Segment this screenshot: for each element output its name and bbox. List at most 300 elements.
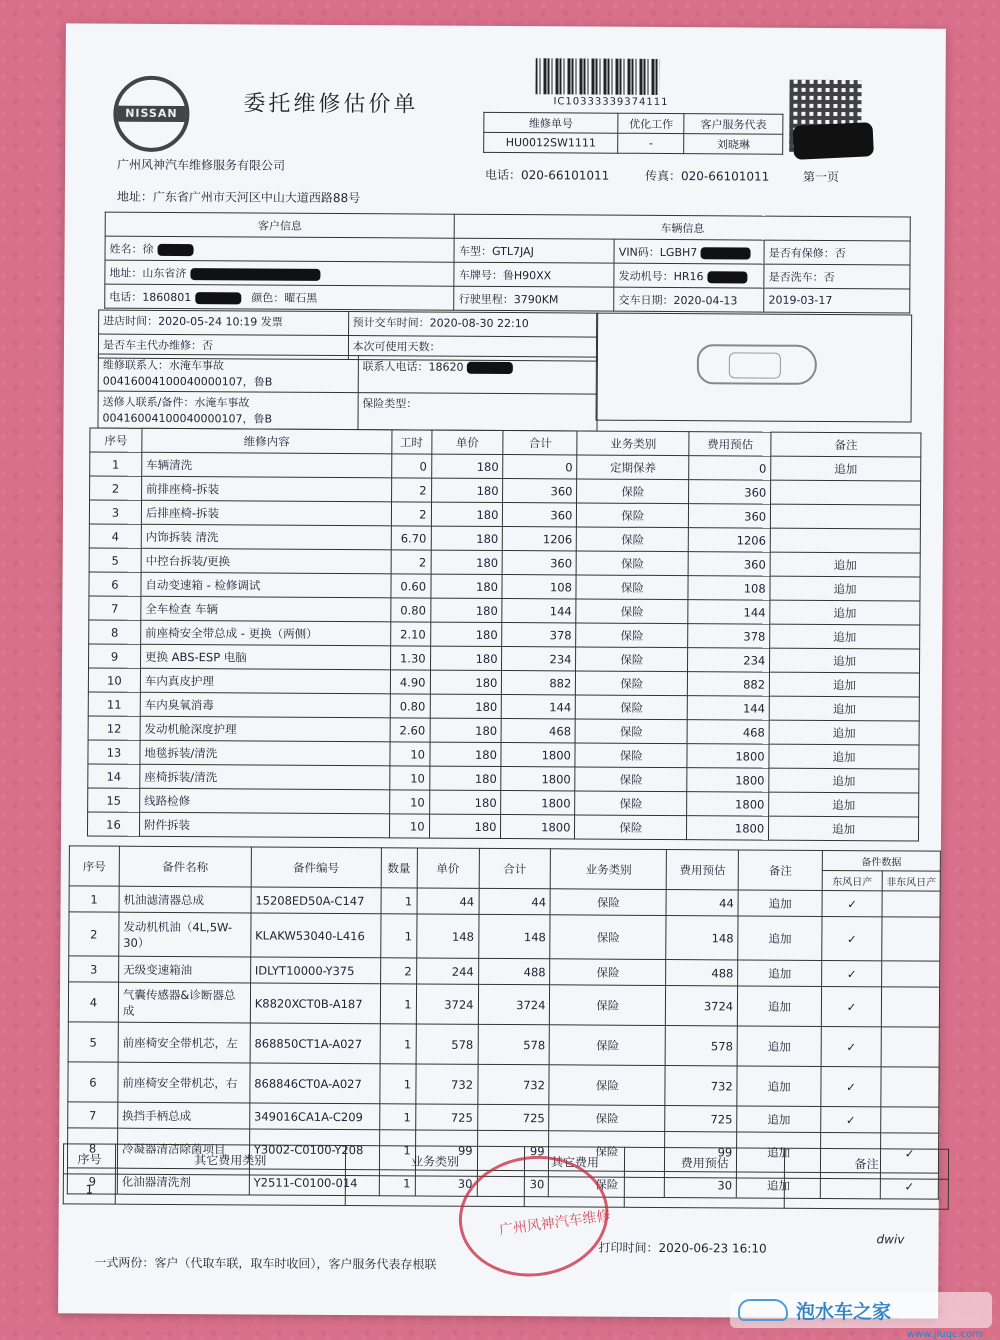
arrival-time-cell <box>99 310 349 336</box>
part-type: 保险 <box>550 915 666 960</box>
labor-item: 线路检修 <box>140 788 390 814</box>
page-number: 第一页 <box>803 168 839 185</box>
color-value: 曜石黑 <box>284 291 317 304</box>
part-dfn: ✓ <box>821 1026 881 1066</box>
seal-text: 广州风神汽车维修 <box>498 1205 612 1240</box>
table-row <box>68 982 939 1027</box>
labor-total: 1800 <box>501 742 575 766</box>
parts-header: 业务类别 <box>551 849 667 890</box>
labor-no: 7 <box>89 596 141 620</box>
labor-header: 合计 <box>503 431 577 455</box>
labor-header: 费用预估 <box>689 432 771 456</box>
customer-section-title: 客户信息 <box>105 212 455 238</box>
arrival-suffix: 发票 <box>261 316 283 329</box>
redaction-mark <box>157 243 193 255</box>
part-qty: 1 <box>380 1064 416 1104</box>
other-row-number: 1 <box>63 1174 115 1204</box>
parts-header: 备件编号 <box>251 847 381 888</box>
customer-phone-value: 1860801 <box>142 290 191 303</box>
labor-note <box>771 504 921 529</box>
labor-total: 1800 <box>501 790 575 814</box>
part-estimate: 44 <box>666 890 738 916</box>
part-price: 148 <box>416 914 478 958</box>
vehicle-section-title: 车辆信息 <box>455 214 911 241</box>
labor-note: 追加 <box>770 672 920 697</box>
part-qty: 2 <box>380 958 416 984</box>
labor-header: 业务类别 <box>577 431 689 456</box>
table-row <box>87 812 918 841</box>
labor-type: 保险 <box>577 479 689 504</box>
date-value: 2019-03-17 <box>768 294 832 307</box>
part-type: 保险 <box>549 1105 665 1132</box>
vehicle-cell <box>614 287 764 312</box>
document-title: 委托维修估价单 <box>243 86 418 118</box>
vehicle-cell <box>764 240 910 265</box>
labor-item: 地毯拆装/清洗 <box>140 740 390 766</box>
part-name: 无级变速箱油 <box>119 956 251 983</box>
stock-subheader: 东风日产 <box>822 870 882 890</box>
parts-header: 备件名称 <box>119 846 251 887</box>
part-name: 气囊传感器&诊断器总成 <box>118 982 250 1023</box>
labor-price: 180 <box>431 478 503 502</box>
labor-price: 180 <box>429 814 501 838</box>
labor-type: 保险 <box>575 767 687 792</box>
labor-item: 中控台拆装/更换 <box>141 548 391 574</box>
labor-total: 468 <box>502 718 576 742</box>
warranty-label: 是否有保修： <box>769 246 835 259</box>
vehicle-cell <box>454 286 614 311</box>
labor-hours: 0 <box>391 454 431 478</box>
table-row <box>68 1062 939 1107</box>
labor-type: 保险 <box>577 527 689 552</box>
labor-total: 1800 <box>501 766 575 790</box>
part-total: 578 <box>478 1024 550 1064</box>
part-estimate: 99 <box>665 1132 737 1172</box>
part-other <box>881 1027 939 1067</box>
labor-total: 1800 <box>501 814 575 838</box>
parts-header: 合计 <box>479 848 551 888</box>
labor-no: 8 <box>89 620 141 644</box>
engine-no-value: HR16 <box>674 270 704 283</box>
part-name: 前座椅安全带机芯，右 <box>118 1062 250 1103</box>
labor-estimate: 0 <box>689 456 771 481</box>
part-code: 349016CA1A-C209 <box>249 1103 379 1130</box>
part-code: 15208ED50A-C147 <box>251 887 381 914</box>
labor-hours: 2.10 <box>390 622 430 646</box>
color-label: 颜色： <box>251 291 284 304</box>
part-dfn: ✓ <box>821 1106 881 1132</box>
part-total: 148 <box>478 914 550 958</box>
labor-hours: 0.80 <box>390 694 430 718</box>
labor-price: 180 <box>430 646 502 670</box>
delivery-time-cell <box>348 312 598 338</box>
vin-value: LGBH7 <box>660 245 698 258</box>
company-address: 地址：广东省广州市天河区中山大道西路88号 <box>117 188 360 206</box>
labor-type: 保险 <box>576 671 688 696</box>
company-name: 广州风神汽车维修服务有限公司 <box>117 156 285 174</box>
labor-type: 保险 <box>576 551 688 576</box>
parts-header: 备注 <box>738 850 822 891</box>
company-phone: 电话：020-66101011 <box>485 166 609 184</box>
estimate-sheet <box>58 23 946 1318</box>
labor-note: 追加 <box>769 792 919 817</box>
contact-phone-cell <box>358 356 598 394</box>
part-other <box>882 917 940 961</box>
labor-item: 车内真皮护理 <box>140 668 390 694</box>
labor-header: 备注 <box>771 432 921 457</box>
parts-header: 单价 <box>417 848 479 888</box>
part-total: 3724 <box>478 984 550 1024</box>
labor-price: 180 <box>429 742 501 766</box>
customer-phone-cell <box>105 284 455 310</box>
labor-hours: 1.30 <box>390 646 430 670</box>
labor-hours: 0.80 <box>390 598 430 622</box>
labor-hours: 10 <box>389 790 429 814</box>
vin-label: VIN码： <box>619 245 660 258</box>
part-note: 追加 <box>737 1026 821 1067</box>
labor-hours: 10 <box>389 742 429 766</box>
stock-subheader: 非东风日产 <box>882 871 940 891</box>
mileage-label: 行驶里程： <box>459 292 514 305</box>
repair-contact: 维修联系人：水淹车事故 <box>103 357 354 375</box>
company-fax: 传真：020-66101011 <box>645 167 769 185</box>
car-logo-icon <box>738 1299 788 1321</box>
labor-no: 16 <box>87 812 139 836</box>
order-header-col: 维修单号 <box>484 112 618 133</box>
part-no: 8 <box>67 1128 117 1168</box>
labor-note: 追加 <box>770 552 920 577</box>
other-header: 其它费用 <box>525 1147 625 1178</box>
part-qty: 1 <box>380 984 416 1024</box>
labor-note: 追加 <box>770 576 920 601</box>
labor-total: 360 <box>503 479 577 503</box>
order-header-col: 客户服务代表 <box>684 114 783 135</box>
labor-note: 追加 <box>770 648 920 673</box>
part-code: 868846CT0A-A027 <box>250 1063 380 1104</box>
labor-hours: 4.90 <box>390 670 430 694</box>
vehicle-cell <box>764 264 910 289</box>
print-time: 打印时间：2020-06-23 16:10 <box>598 1239 766 1257</box>
labor-price: 180 <box>431 526 503 550</box>
labor-estimate: 1206 <box>688 528 770 552</box>
contact-table <box>97 354 597 432</box>
contact-phone: 联系人电话：18620 <box>362 360 463 374</box>
vehicle-model-label: 车型： <box>459 244 492 257</box>
labor-header: 单价 <box>431 430 503 454</box>
labor-no: 10 <box>88 668 140 692</box>
vehicle-model-value: GTL7JAJ <box>492 244 534 257</box>
redaction-mark <box>701 247 751 259</box>
other-header: 序号 <box>63 1144 115 1174</box>
send-contact: 送修人联系/备件：水淹车事故 <box>103 394 354 412</box>
part-dfn: ✓ <box>822 890 882 916</box>
redaction-mark <box>195 292 241 304</box>
part-estimate: 148 <box>666 916 738 960</box>
part-estimate: 725 <box>665 1106 737 1132</box>
labor-type: 保险 <box>576 599 688 624</box>
labor-estimate: 468 <box>687 720 769 745</box>
labor-no: 13 <box>88 740 140 764</box>
vehicle-diagram <box>596 313 913 423</box>
agent-repair-cell: 是否车主代办维修：否 <box>98 334 348 360</box>
labor-type: 保险 <box>576 575 688 600</box>
repair-contact-cell <box>98 354 358 393</box>
labor-type: 定期保养 <box>577 455 689 480</box>
nissan-logo <box>113 76 189 152</box>
labor-hours: 2.60 <box>390 718 430 742</box>
part-no: 3 <box>69 956 119 982</box>
labor-no: 2 <box>90 476 142 500</box>
labor-hours: 2 <box>391 550 431 574</box>
labor-note: 追加 <box>769 768 919 793</box>
part-no: 9 <box>67 1168 117 1194</box>
labor-note <box>771 480 921 505</box>
part-dfn: ✓ <box>822 916 882 960</box>
part-qty: 1 <box>381 888 417 914</box>
labor-item: 车辆清洗 <box>142 452 392 478</box>
part-note: 追加 <box>738 986 822 1027</box>
part-other <box>881 987 939 1027</box>
labor-estimate: 1800 <box>687 744 769 768</box>
other-header: 其它费用类别 <box>115 1144 345 1175</box>
part-no: 1 <box>69 886 119 912</box>
part-name: 机油滤清器总成 <box>119 886 251 913</box>
labor-price: 180 <box>430 574 502 598</box>
labor-estimate: 882 <box>688 672 770 696</box>
engine-no-label: 发动机号： <box>619 269 674 282</box>
labor-no: 1 <box>90 452 142 476</box>
part-type: 保险 <box>550 985 666 1026</box>
part-qty: 1 <box>379 1170 415 1196</box>
parts-header: 序号 <box>69 846 119 886</box>
labor-note: 追加 <box>769 816 919 841</box>
labor-hours: 0.60 <box>391 574 431 598</box>
part-name: 冷凝器清洁除菌项目 <box>117 1128 249 1169</box>
labor-item: 车内臭氧消毒 <box>140 692 390 718</box>
customer-name-value: 徐 <box>143 242 154 255</box>
part-note: 追加 <box>738 890 822 917</box>
labor-hours: 6.70 <box>391 526 431 550</box>
labor-item: 前排座椅-拆装 <box>141 476 391 502</box>
barcode-number: IC10333339374111 <box>553 96 668 108</box>
labor-type: 保险 <box>575 719 687 744</box>
parts-header: 费用预估 <box>666 850 738 890</box>
customer-address-cell <box>105 260 455 286</box>
labor-note <box>770 528 920 553</box>
redaction-mark <box>793 122 874 160</box>
part-price: 44 <box>417 888 479 914</box>
table-row <box>68 1022 939 1067</box>
part-qty: 1 <box>380 914 416 958</box>
vehicle-cell <box>614 239 764 264</box>
labor-header: 序号 <box>90 428 142 452</box>
labor-item: 附件拆装 <box>139 812 389 838</box>
part-code: Y2511-C0100-014 <box>249 1169 379 1196</box>
labor-type: 保险 <box>575 791 687 816</box>
part-note: 追加 <box>737 1106 821 1133</box>
repair-contact-number: 00416004100040000107，鲁B <box>103 373 354 391</box>
labor-no: 9 <box>89 644 141 668</box>
labor-total: 234 <box>502 647 576 671</box>
part-note: 追加 <box>738 960 822 987</box>
labor-total: 360 <box>503 503 577 527</box>
labor-no: 3 <box>89 500 141 524</box>
other-header: 备注 <box>785 1148 949 1179</box>
part-name: 发动机机油（4L,5W-30） <box>119 912 251 957</box>
labor-type: 保险 <box>576 695 688 720</box>
labor-item: 发动机舱深度护理 <box>140 716 390 742</box>
vehicle-cell <box>764 288 910 313</box>
optimization-work: - <box>618 133 684 153</box>
part-note: 追加 <box>738 916 822 961</box>
labor-note: 追加 <box>771 456 921 481</box>
labor-note: 追加 <box>769 744 919 769</box>
labor-item: 更换 ABS-ESP 电脑 <box>140 644 390 670</box>
labor-item: 前座椅安全带总成 - 更换（两侧） <box>141 620 391 646</box>
table-cell <box>625 1177 785 1208</box>
labor-total: 378 <box>502 623 576 647</box>
part-total: 725 <box>477 1104 549 1130</box>
labor-item: 座椅拆装/清洗 <box>140 764 390 790</box>
labor-header: 工时 <box>391 430 431 454</box>
watermark <box>730 1292 992 1328</box>
part-no: 7 <box>68 1102 118 1128</box>
part-estimate: 578 <box>665 1026 737 1066</box>
part-price: 578 <box>416 1024 478 1064</box>
table-cell <box>784 1178 948 1209</box>
redaction-mark <box>707 271 747 283</box>
part-price: 99 <box>415 1130 477 1170</box>
part-price: 3724 <box>416 984 478 1024</box>
next-use-cell: 本次可使用天数： <box>348 336 598 362</box>
labor-total: 882 <box>502 670 576 694</box>
redaction-mark <box>467 362 513 374</box>
labor-total: 360 <box>503 551 577 575</box>
labor-total: 1206 <box>503 527 577 551</box>
part-code: K8820XCT0B-A187 <box>250 983 380 1024</box>
labor-estimate: 234 <box>688 648 770 673</box>
labor-type: 保险 <box>575 743 687 768</box>
service-rep: 刘晓琳 <box>684 134 783 155</box>
part-price: 725 <box>415 1104 477 1130</box>
labor-total: 108 <box>502 575 576 599</box>
part-price: 30 <box>415 1170 477 1196</box>
labor-note: 追加 <box>770 624 920 649</box>
labor-item: 自动变速箱 - 检修调试 <box>141 572 391 598</box>
table-cell <box>115 1174 345 1205</box>
part-other <box>881 1067 939 1107</box>
other-header: 业务类别 <box>345 1146 525 1177</box>
labor-type: 保险 <box>576 623 688 648</box>
labor-item: 全车检查 车辆 <box>141 596 391 622</box>
part-dfn: ✓ <box>821 986 881 1026</box>
part-price: 732 <box>415 1064 477 1104</box>
redaction-mark <box>190 268 320 281</box>
labor-price: 180 <box>430 694 502 718</box>
labor-no: 6 <box>89 572 141 596</box>
labor-hours: 2 <box>391 502 431 526</box>
labor-estimate: 144 <box>687 696 769 721</box>
labor-estimate: 360 <box>689 480 771 504</box>
labor-estimate: 1800 <box>687 816 769 840</box>
customer-address-value: 山东省济 <box>142 266 186 279</box>
send-contact-number: 00416004100040000107，鲁B <box>102 410 353 428</box>
labor-estimate: 108 <box>688 576 770 601</box>
customer-vehicle-info <box>104 212 911 314</box>
parts-header: 数量 <box>381 848 417 888</box>
send-contact-cell <box>98 391 358 430</box>
arrival-time: 进店时间：2020-05-24 10:19 <box>103 315 257 329</box>
customer-phone-label: 电话： <box>109 290 142 303</box>
labor-type: 保险 <box>577 503 689 528</box>
delivery-date-value: 2020-04-13 <box>673 294 737 307</box>
labor-estimate: 144 <box>688 600 770 624</box>
labor-price: 180 <box>431 454 503 478</box>
warranty-value: 否 <box>835 247 846 260</box>
part-type: 保险 <box>550 1025 666 1066</box>
labor-no: 11 <box>88 692 140 716</box>
labor-note: 追加 <box>769 720 919 745</box>
labor-no: 14 <box>88 764 140 788</box>
order-number: HU0012SW1111 <box>484 132 618 153</box>
vehicle-cell <box>454 238 614 263</box>
watermark-text: 泡水车之家 <box>796 1297 891 1324</box>
labor-type: 保险 <box>575 815 687 840</box>
part-note: 追加 <box>737 1066 821 1107</box>
labor-total: 0 <box>503 455 577 479</box>
mileage-value: 3790KM <box>514 293 559 306</box>
part-total: 44 <box>479 888 551 914</box>
part-other: ✓ <box>880 1173 938 1199</box>
part-type: 保险 <box>549 1131 665 1172</box>
labor-estimate: 360 <box>688 552 770 577</box>
labor-estimate: 1800 <box>687 792 769 817</box>
copies-note: 一式两份：客户（代取车联，取车时收回），客户服务代表存根联 <box>94 1254 436 1273</box>
labor-item: 内饰拆装 清洗 <box>141 524 391 550</box>
delivery-time: 预计交车时间：2020-08-30 22:10 <box>353 316 529 330</box>
part-dfn: ✓ <box>822 960 882 986</box>
plate-value: 鲁H90XX <box>503 268 551 281</box>
part-other <box>882 961 940 987</box>
logo-text: NISSAN <box>117 106 185 122</box>
part-name: 换挡手柄总成 <box>118 1102 250 1129</box>
labor-price: 180 <box>429 766 501 790</box>
part-type: 保险 <box>549 1065 665 1106</box>
labor-estimate: 378 <box>688 624 770 649</box>
labor-estimate: 1800 <box>687 768 769 793</box>
part-other <box>881 1107 939 1133</box>
insurance-cell: 保险类型： <box>358 393 598 431</box>
part-estimate: 3724 <box>666 986 738 1026</box>
labor-no: 4 <box>89 524 141 548</box>
part-other <box>882 891 940 917</box>
part-type: 保险 <box>550 959 666 986</box>
labor-hours: 10 <box>389 766 429 790</box>
customer-name-cell <box>105 236 455 262</box>
vehicle-cell <box>454 262 614 287</box>
wash-value: 否 <box>824 270 835 283</box>
labor-no: 15 <box>88 788 140 812</box>
part-no: 4 <box>68 982 118 1022</box>
part-no: 6 <box>68 1062 118 1102</box>
part-total: 30 <box>477 1170 549 1196</box>
labor-price: 180 <box>430 718 502 742</box>
part-note: 追加 <box>736 1172 820 1199</box>
part-type: 保险 <box>550 889 666 916</box>
part-qty: 1 <box>379 1130 415 1170</box>
part-no: 5 <box>68 1022 118 1062</box>
part-qty: 1 <box>379 1104 415 1130</box>
